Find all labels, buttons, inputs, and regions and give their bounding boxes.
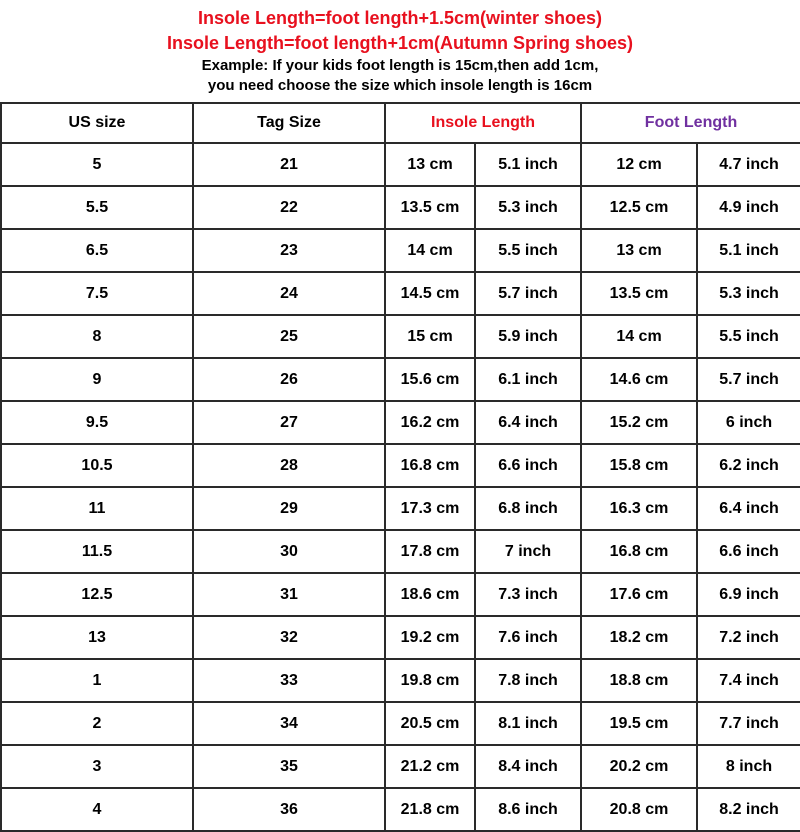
insole-cm-cell: 14.5 cm	[385, 272, 475, 315]
table-row	[1, 745, 800, 788]
insole-inch-cell: 8.1 inch	[475, 702, 581, 745]
foot-cm-cell: 14.6 cm	[581, 358, 697, 401]
table-row	[1, 659, 800, 702]
insole-cm-cell: 16.8 cm	[385, 444, 475, 487]
tag-size-cell: 26	[193, 358, 385, 401]
tag-size-cell: 25	[193, 315, 385, 358]
insole-cm-cell: 17.8 cm	[385, 530, 475, 573]
foot-inch-cell: 8 inch	[697, 745, 800, 788]
tag-size-cell: 22	[193, 186, 385, 229]
us-size-cell: 2	[1, 702, 193, 745]
insole-cm-cell: 20.5 cm	[385, 702, 475, 745]
foot-inch-cell: 6.9 inch	[697, 573, 800, 616]
autumn-spring-rule-text: Insole Length=foot length+1cm(Autumn Spring shoes)	[166, 33, 633, 53]
insole-cm-cell: 13.5 cm	[385, 186, 475, 229]
us-size-cell: 4	[1, 788, 193, 831]
foot-inch-cell: 6 inch	[697, 401, 800, 444]
us-size-cell: 12.5	[1, 573, 193, 616]
tag-size-cell: 23	[193, 229, 385, 272]
tag-size-cell: 30	[193, 530, 385, 573]
us-size-cell: 6.5	[1, 229, 193, 272]
table-row	[1, 358, 800, 401]
table-row	[1, 573, 800, 616]
insole-cm-cell: 18.6 cm	[385, 573, 475, 616]
us-size-cell: 11	[1, 487, 193, 530]
foot-cm-cell: 13 cm	[581, 229, 697, 272]
insole-cm-cell: 21.8 cm	[385, 788, 475, 831]
foot-inch-cell: 5.1 inch	[697, 229, 800, 272]
example-text-line1: Example: If your kids foot length is 15cm,then add 1cm,	[201, 57, 599, 74]
us-size-cell: 7.5	[1, 272, 193, 315]
table-row	[1, 788, 800, 831]
foot-cm-cell: 20.2 cm	[581, 745, 697, 788]
tag-size-cell: 36	[193, 788, 385, 831]
insole-inch-cell: 5.3 inch	[475, 186, 581, 229]
insole-inch-cell: 5.1 inch	[475, 143, 581, 186]
insole-cm-cell: 14 cm	[385, 229, 475, 272]
tag-size-cell: 28	[193, 444, 385, 487]
table-row	[1, 487, 800, 530]
tag-size-cell: 35	[193, 745, 385, 788]
us-size-cell: 9.5	[1, 401, 193, 444]
table-row	[1, 530, 800, 573]
insole-inch-cell: 6.1 inch	[475, 358, 581, 401]
header-foot-length: Foot Length	[581, 103, 800, 143]
foot-inch-cell: 6.2 inch	[697, 444, 800, 487]
insole-inch-cell: 5.9 inch	[475, 315, 581, 358]
insole-cm-cell: 15.6 cm	[385, 358, 475, 401]
tag-size-cell: 33	[193, 659, 385, 702]
foot-cm-cell: 14 cm	[581, 315, 697, 358]
header-insole-length: Insole Length	[385, 103, 581, 143]
table-row	[1, 702, 800, 745]
foot-inch-cell: 6.6 inch	[697, 530, 800, 573]
tag-size-cell: 24	[193, 272, 385, 315]
foot-cm-cell: 20.8 cm	[581, 788, 697, 831]
insole-inch-cell: 6.6 inch	[475, 444, 581, 487]
foot-inch-cell: 5.7 inch	[697, 358, 800, 401]
foot-cm-cell: 17.6 cm	[581, 573, 697, 616]
insole-inch-cell: 7.3 inch	[475, 573, 581, 616]
insole-inch-cell: 6.8 inch	[475, 487, 581, 530]
insole-cm-cell: 13 cm	[385, 143, 475, 186]
table-row	[1, 401, 800, 444]
foot-cm-cell: 12.5 cm	[581, 186, 697, 229]
us-size-cell: 5.5	[1, 186, 193, 229]
insole-cm-cell: 19.2 cm	[385, 616, 475, 659]
table-row	[1, 444, 800, 487]
insole-inch-cell: 8.4 inch	[475, 745, 581, 788]
table-row	[1, 272, 800, 315]
table-row	[1, 186, 800, 229]
tag-size-cell: 29	[193, 487, 385, 530]
foot-cm-cell: 19.5 cm	[581, 702, 697, 745]
insole-inch-cell: 6.4 inch	[475, 401, 581, 444]
insole-cm-cell: 16.2 cm	[385, 401, 475, 444]
table-header-row	[1, 103, 800, 143]
tag-size-cell: 31	[193, 573, 385, 616]
foot-cm-cell: 16.8 cm	[581, 530, 697, 573]
size-chart-table	[0, 102, 800, 832]
insole-cm-cell: 21.2 cm	[385, 745, 475, 788]
us-size-cell: 13	[1, 616, 193, 659]
us-size-cell: 1	[1, 659, 193, 702]
insole-cm-cell: 15 cm	[385, 315, 475, 358]
foot-inch-cell: 5.3 inch	[697, 272, 800, 315]
tag-size-cell: 27	[193, 401, 385, 444]
foot-cm-cell: 18.2 cm	[581, 616, 697, 659]
insole-inch-cell: 7 inch	[475, 530, 581, 573]
table-row	[1, 229, 800, 272]
table-row	[1, 315, 800, 358]
foot-cm-cell: 12 cm	[581, 143, 697, 186]
tag-size-cell: 21	[193, 143, 385, 186]
table-row	[1, 143, 800, 186]
insole-inch-cell: 7.6 inch	[475, 616, 581, 659]
foot-inch-cell: 6.4 inch	[697, 487, 800, 530]
insole-inch-cell: 5.7 inch	[475, 272, 581, 315]
us-size-cell: 5	[1, 143, 193, 186]
foot-cm-cell: 15.2 cm	[581, 401, 697, 444]
insole-cm-cell: 17.3 cm	[385, 487, 475, 530]
tag-size-cell: 32	[193, 616, 385, 659]
insole-inch-cell: 7.8 inch	[475, 659, 581, 702]
foot-inch-cell: 5.5 inch	[697, 315, 800, 358]
header-tag-size: Tag Size	[193, 103, 385, 143]
insole-cm-cell: 19.8 cm	[385, 659, 475, 702]
table-row	[1, 616, 800, 659]
foot-cm-cell: 15.8 cm	[581, 444, 697, 487]
tag-size-cell: 34	[193, 702, 385, 745]
example-text-line2: you need choose the size which insole length is 16cm	[207, 77, 593, 94]
us-size-cell: 10.5	[1, 444, 193, 487]
foot-cm-cell: 13.5 cm	[581, 272, 697, 315]
foot-inch-cell: 4.7 inch	[697, 143, 800, 186]
foot-inch-cell: 8.2 inch	[697, 788, 800, 831]
insole-inch-cell: 5.5 inch	[475, 229, 581, 272]
us-size-cell: 3	[1, 745, 193, 788]
us-size-cell: 8	[1, 315, 193, 358]
foot-inch-cell: 7.7 inch	[697, 702, 800, 745]
foot-cm-cell: 18.8 cm	[581, 659, 697, 702]
winter-rule-text: Insole Length=foot length+1.5cm(winter shoes)	[197, 8, 603, 28]
foot-inch-cell: 4.9 inch	[697, 186, 800, 229]
size-chart-header	[0, 0, 800, 103]
foot-cm-cell: 16.3 cm	[581, 487, 697, 530]
us-size-cell: 9	[1, 358, 193, 401]
header-us-size: US size	[1, 103, 193, 143]
foot-inch-cell: 7.2 inch	[697, 616, 800, 659]
insole-inch-cell: 8.6 inch	[475, 788, 581, 831]
us-size-cell: 11.5	[1, 530, 193, 573]
foot-inch-cell: 7.4 inch	[697, 659, 800, 702]
